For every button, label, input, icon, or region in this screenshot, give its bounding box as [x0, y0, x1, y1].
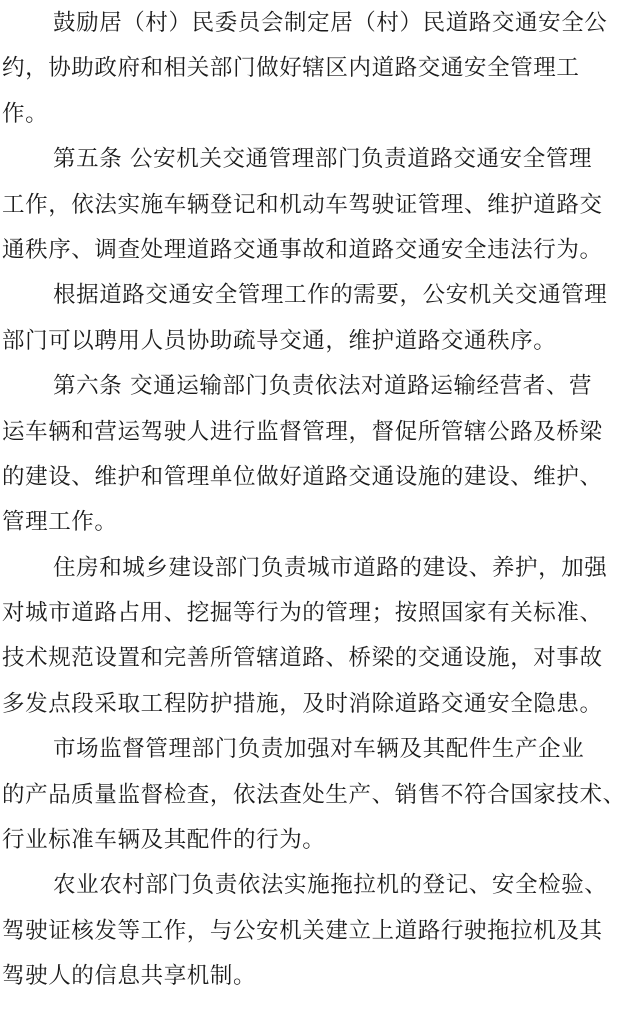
text-line: 运车辆和营运驾驶人进行监督管理，督促所管辖公路及桥梁 [2, 418, 603, 445]
text-line: 对城市道路占用、挖掘等行为的管理；按照国家有关标准、 [2, 600, 603, 627]
text-line: 部门可以聘用人员协助疏导交通，维护道路交通秩序。 [2, 327, 557, 354]
text-line: 农业农村部门负责依法实施拖拉机的登记、安全检验、 [53, 872, 608, 899]
text-line: 鼓励居（村）民委员会制定居（村）民道路交通安全公 [53, 10, 608, 36]
text-line: 技术规范设置和完善所管辖道路、桥梁的交通设施，对事故 [2, 645, 603, 672]
text-line: 根据道路交通安全管理工作的需要，公安机关交通管理 [53, 282, 608, 309]
document-body [2, 1, 638, 1000]
text-line: 住房和城乡建设部门负责城市道路的建设、养护，加强 [53, 554, 608, 581]
document-page [0, 1, 640, 1028]
text-line: 工作，依法实施车辆登记和机动车驾驶证管理、维护道路交 [2, 191, 603, 218]
text-line: 管理工作。 [2, 509, 118, 536]
text-line: 的建设、维护和管理单位做好道路交通设施的建设、维护、 [2, 463, 603, 490]
text-line: 作。 [2, 100, 49, 127]
text-line: 通秩序、调查处理道路交通事故和道路交通安全违法行为。 [2, 236, 603, 263]
text-line: 市场监督管理部门负责加强对车辆及其配件生产企业 [53, 736, 585, 763]
text-line: 多发点段采取工程防护措施，及时消除道路交通安全隐患。 [2, 690, 603, 717]
text-line: 行业标准车辆及其配件的行为。 [2, 827, 326, 854]
text-line: 驾驶证核发等工作，与公安机关建立上道路行驶拖拉机及其 [2, 917, 603, 944]
text-line: 第六条 交通运输部门负责依法对道路运输经营者、营 [53, 373, 593, 400]
text-line: 约，协助政府和相关部门做好辖区内道路交通安全管理工 [2, 55, 580, 82]
text-line: 驾驶人的信息共享机制。 [2, 963, 257, 990]
text-line: 的产品质量监督检查，依法查处生产、销售不符合国家技术、 [2, 781, 626, 808]
text-line: 第五条 公安机关交通管理部门负责道路交通安全管理 [53, 146, 593, 173]
